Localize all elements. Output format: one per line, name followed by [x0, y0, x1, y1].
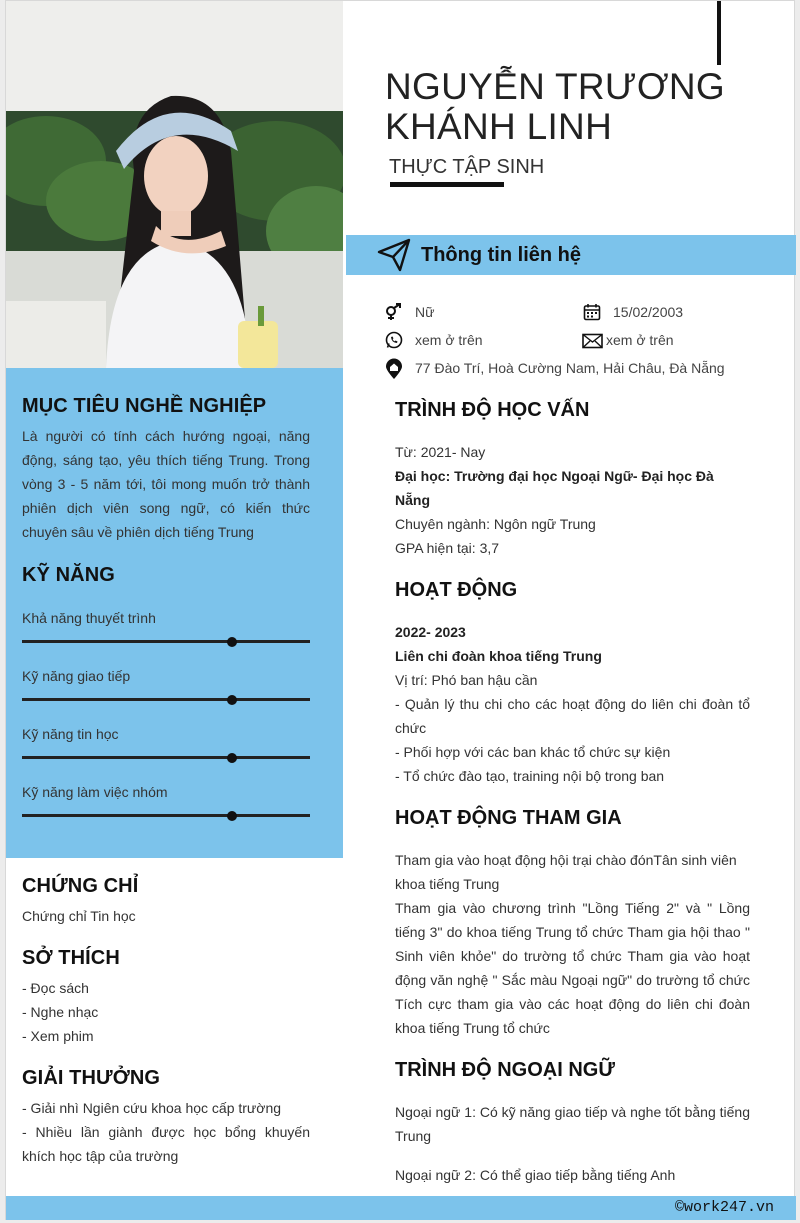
paper-plane-icon — [376, 237, 412, 273]
hobby-item: - Xem phim — [22, 1028, 94, 1044]
whatsapp-icon — [385, 331, 403, 349]
contact-gender: Nữ — [415, 304, 435, 320]
language-1: Ngoại ngữ 1: Có kỹ năng giao tiếp và nghe tốt bằng tiếng Trung — [395, 1104, 750, 1144]
education-heading: TRÌNH ĐỘ HỌC VẤN — [395, 399, 590, 421]
participation-heading: HOẠT ĐỘNG THAM GIA — [395, 807, 622, 829]
activity-duty: - Phối hợp với các ban khác tổ chức sự kiện — [395, 744, 671, 760]
skills-section — [22, 564, 310, 587]
skill-level-marker — [227, 753, 237, 763]
participation-text-2: Tham gia vào chương trình "Lồng Tiếng 2" và " Lồng tiếng 3" do khoa tiếng Trung tổ chức Tham gia hội thao " Sinh viên khỏe" do trường tổ chức Tham gia vào hoạt động văn nghệ " Sắc màu Ngoại ngữ" do trường tổ chức Tích cực tham gia vào các hoạt động do liên chi đoàn khoa tiếng Trung tổ chức — [395, 900, 750, 1036]
certificate-item: Chứng chỉ Tin học — [22, 908, 136, 924]
activities-heading: HOẠT ĐỘNG — [395, 579, 518, 601]
award-item: - Nhiều lần giành được học bổng khuyến khích học tập của trường — [22, 1124, 310, 1164]
candidate-role: THỰC TẬP SINH — [389, 156, 545, 178]
role-underline — [390, 182, 504, 187]
education-section — [395, 399, 750, 560]
skill-item — [22, 784, 310, 800]
awards-section — [22, 1067, 310, 1168]
header-accent-line — [717, 1, 721, 65]
education-major: Chuyên ngành: Ngôn ngữ Trung — [395, 516, 596, 532]
activities-org: Liên chi đoàn khoa tiếng Trung — [395, 648, 602, 664]
award-item: - Giải nhì Ngiên cứu khoa học cấp trường — [22, 1100, 282, 1116]
home-pin-icon — [385, 358, 403, 380]
skill-item — [22, 668, 310, 684]
gender-icon — [385, 303, 403, 321]
activity-duty: - Tổ chức đào tạo, training nội bộ trong ban — [395, 768, 665, 784]
activities-period: 2022- 2023 — [395, 624, 466, 640]
education-school: Đại học: Trường đại học Ngoại Ngữ- Đại học Đà Nẵng — [395, 468, 714, 508]
contact-header — [346, 235, 796, 275]
contact-title: Thông tin liên hệ — [421, 244, 581, 266]
skill-bar — [22, 640, 310, 643]
cv-page — [5, 0, 795, 1220]
skill-label: Khả năng thuyết trình — [22, 610, 156, 626]
skills-heading: KỸ NĂNG — [22, 564, 115, 586]
skill-level-marker — [227, 695, 237, 705]
calendar-icon — [583, 303, 601, 321]
awards-heading: GIẢI THƯỞNG — [22, 1067, 161, 1089]
contact-phone: xem ở trên — [415, 332, 483, 348]
activities-position: Vị trí: Phó ban hậu cần — [395, 672, 538, 688]
languages-section — [395, 1059, 750, 1187]
activity-duty: - Quản lý thu chi cho các hoạt động do liên chi đoàn tổ chức — [395, 696, 750, 736]
language-2: Ngoại ngữ 2: Có thể giao tiếp bằng tiếng Anh — [395, 1167, 676, 1183]
hobby-item: - Đọc sách — [22, 980, 89, 996]
skill-label: Kỹ năng giao tiếp — [22, 668, 131, 684]
education-gpa: GPA hiện tại: 3,7 — [395, 540, 500, 556]
skill-item — [22, 726, 310, 742]
certificates-heading: CHỨNG CHỈ — [22, 875, 139, 897]
envelope-icon — [582, 332, 603, 350]
skill-bar — [22, 698, 310, 701]
skill-label: Kỹ năng tin học — [22, 726, 119, 742]
skill-bar — [22, 814, 310, 817]
participation-text: Tham gia vào hoạt động hội trại chào đónTân sinh viên khoa tiếng Trung — [395, 852, 737, 892]
contact-birthday: 15/02/2003 — [613, 304, 684, 320]
skill-level-marker — [227, 811, 237, 821]
profile-photo — [6, 1, 343, 368]
objective-section — [22, 395, 310, 544]
sidebar — [6, 368, 343, 858]
hobbies-heading: SỞ THÍCH — [22, 947, 120, 969]
objective-heading: MỤC TIÊU NGHỀ NGHIỆP — [22, 395, 267, 417]
education-period: Từ: 2021- Nay — [395, 444, 486, 460]
hobby-item: - Nghe nhạc — [22, 1004, 99, 1020]
skill-label: Kỹ năng làm việc nhóm — [22, 784, 168, 800]
skill-level-marker — [227, 637, 237, 647]
participation-section — [395, 807, 750, 1040]
contact-address: 77 Đào Trí, Hoà Cường Nam, Hải Châu, Đà Nẵng — [415, 360, 725, 376]
activities-section — [395, 579, 750, 788]
skill-item — [22, 610, 310, 626]
skill-bar — [22, 756, 310, 759]
languages-heading: TRÌNH ĐỘ NGOẠI NGỮ — [395, 1059, 615, 1081]
candidate-name: NGUYỄN TRƯƠNG KHÁNH LINH — [385, 66, 725, 147]
contact-email: xem ở trên — [606, 332, 674, 348]
objective-text: Là người có tính cách hướng ngoại, năng động, sáng tạo, yêu thích tiếng Trung. Trong vòng 3 - 5 năm tới, tôi mong muốn trở thành phiên dịch viên song ngữ, có kiến thức chuyên sâu về phiên dịch tiếng Trung — [22, 428, 310, 540]
footer-brand: ©work247.vn — [674, 1199, 774, 1216]
hobbies-section — [22, 947, 310, 1048]
footer-bar — [6, 1196, 796, 1220]
certificates-section — [22, 875, 310, 928]
